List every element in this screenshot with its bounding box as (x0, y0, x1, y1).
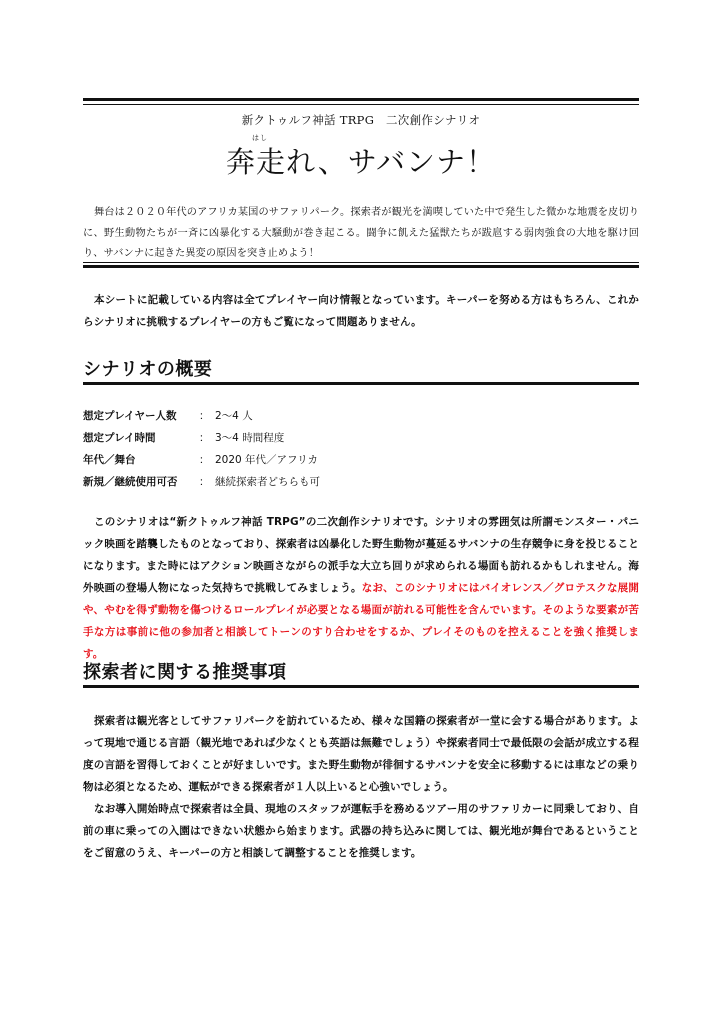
spec-value: 2～4 人 (215, 409, 253, 422)
recommend-heading-rule (83, 685, 639, 688)
header-rule-thin (83, 104, 639, 105)
spec-label: 想定プレイ時間 (83, 431, 156, 444)
overview-body-text: このシナリオは“新クトゥルフ神話 TRPG”の二次創作シナリオです。シナリオの雰囲気は所謂モンスター・パニック映画を踏襲したものとなっており、探索者は凶暴化した野生動物が蔓延るサバンナの生存競争に身を投じることになります。また時にはアクション映画さながらの派手な大立ち回りが求められる場面も訪れるかもしれません。海外映画の登場人物になった気持ちで挑戦してみましょう。 (83, 516, 639, 594)
recommend-paragraph-2: なお導入開始時点で探索者は全員、現地のスタッフが運転手を務めるツアー用のサファリカーに同乗しており、自前の車に乗っての入園はできない状態から始まります。武器の持ち込みに関しては、観光地が舞台であるということをご留意のうえ、キーパーの方と相談して調整することを推奨します。 (83, 803, 639, 859)
intro-rule-thick (83, 265, 639, 268)
spec-colon: ： (199, 475, 210, 488)
content-warning-text: なお、このシナリオにはバイオレンス／グロテスクな展開や、やむを得ず動物を傷つけるロールプレイが必要となる場面が訪れる可能性を含んでいます。そのような要素が苦手な方は事前に他の参加者と相談してトーンのすり合わせをするか、プレイそのものを控えることを強く推奨します。 (83, 582, 639, 660)
spec-colon: ： (199, 453, 210, 466)
recommend-heading: 探索者に関する推奨事項 (83, 662, 287, 683)
overview-body (83, 511, 639, 665)
spec-row-players (83, 404, 639, 426)
recommend-body (83, 710, 639, 864)
title-ruby: はし (252, 134, 268, 142)
spec-colon: ： (199, 409, 210, 422)
player-info-note: 本シートに記載している内容は全てプレイヤー向け情報となっています。キーパーを努める方はもちろん、これからシナリオに挑戦するプレイヤーの方もご覧になって問題ありません。 (83, 294, 639, 328)
spec-table (83, 404, 639, 492)
overview-heading: シナリオの概要 (83, 359, 213, 380)
spec-label: 想定プレイヤー人数 (83, 409, 177, 422)
recommend-paragraph-1: 探索者は観光客としてサファリパークを訪れているため、様々な国籍の探索者が一堂に会する場合があります。よって現地で通じる言語（観光地であれば少なくとも英語は無難でしょう）や探索者同士で最低限の会話が成立する程度の言語を習得しておくことが好ましいです。また野生動物が徘徊するサバンナを安全に移動するには車などの乗り物は必須となるため、運転ができる探索者が１人以上いると心強いでしょう。 (83, 715, 639, 793)
header-rule-thick (83, 98, 639, 101)
spec-value: 3～4 時間程度 (215, 431, 285, 444)
intro-text: 舞台は２０２０年代のアフリカ某国のサファリパーク。探索者が観光を満喫していた中で発生した微かな地震を皮切りに、野生動物たちが一斉に凶暴化する大騒動が巻き起こる。闘争に飢えた猛獣たちが跋扈する弱肉強食の大地を駆け回り、サバンナに起きた異変の原因を突き止めよう！ (83, 207, 639, 259)
spec-label: 新規／継続使用可否 (83, 475, 178, 488)
series-subtitle: 新クトゥルフ神話 TRPG 二次創作シナリオ (241, 113, 481, 127)
spec-value: 2020 年代／アフリカ (215, 453, 319, 466)
spec-row-continuity (83, 470, 639, 492)
spec-row-time (83, 426, 639, 448)
spec-value: 継続探索者どちらも可 (215, 475, 320, 488)
spec-label: 年代／舞台 (83, 453, 136, 466)
intro-rule-thin (83, 262, 639, 263)
spec-colon: ： (199, 431, 210, 444)
scenario-title: 奔走れ、サバンナ！ (225, 145, 496, 179)
spec-row-era (83, 448, 639, 470)
overview-heading-rule (83, 382, 639, 385)
